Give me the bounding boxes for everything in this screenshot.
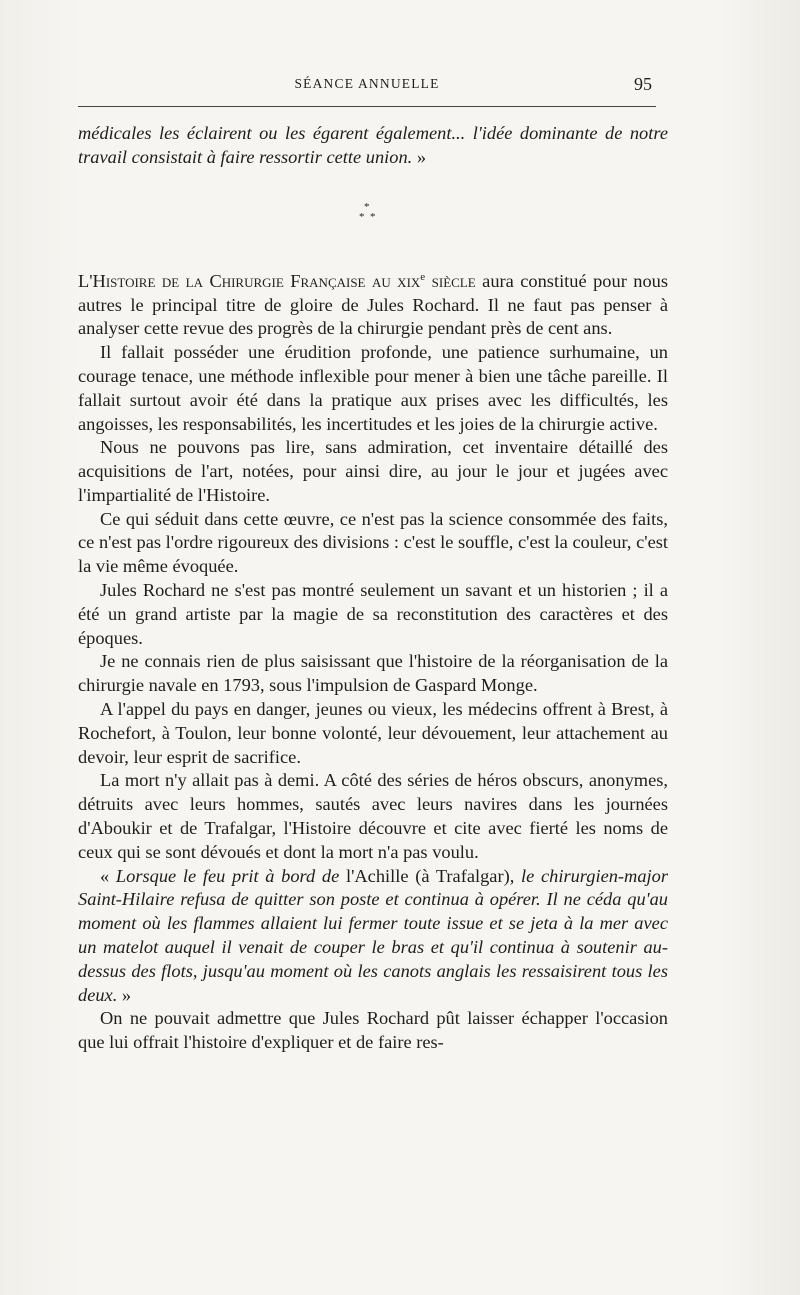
running-head: [78, 74, 656, 96]
italic-text: le chirurgien-major Saint-Hilaire refusa de quitter son poste et continua à opérer. Il ne céda qu'au moment où les flammes allaient lui fermer toute issue et se jeta à la mer avec un matelot auquel il venait de couper le bras et qu'il continua à soutenir au-dessus des flots, jusqu'au moment où les canots anglais les ressaisirent tous les deux.: [78, 865, 668, 1005]
superscript: e: [420, 270, 426, 283]
paragraph-continuation: [78, 122, 668, 170]
body-text: [78, 122, 668, 1055]
book-title-smallcaps-end: siècle: [425, 270, 476, 291]
paragraph: Ce qui séduit dans cette œuvre, ce n'est pas la science consommée des faits, ce n'est pas l'ordre rigoureux des divisions : c'est le souffle, c'est la couleur, c'est la vie même évoquée.: [78, 508, 668, 577]
paragraph: Jules Rochard ne s'est pas montré seulement un savant et un historien ; il a été un grand artiste par la magie de sa reconstitution des caractères et des époques.: [78, 580, 668, 648]
running-title: SÉANCE ANNUELLE: [294, 76, 440, 91]
paragraph: Nous ne pouvons pas lire, sans admiration, cet inventaire détaillé des acquisitions de l'art, notées, pour ainsi dire, au jour le jour et jugées avec l'impartialité de l'Histoire.: [78, 437, 668, 505]
paragraph: [78, 266, 668, 342]
quotation-paragraph: [78, 865, 668, 1008]
italic-text: Lorsque le feu prit à bord de: [115, 865, 346, 886]
asterism-star: *: [364, 200, 370, 213]
header-rule: [78, 106, 656, 107]
page-number: 95: [634, 74, 652, 94]
paragraph: A l'appel du pays en danger, jeunes ou vieux, les médecins offrent à Brest, à Rochefort, à Toulon, leur bonne volonté, leur dévouement, leur attachement au devoir, leur esprit de sacrifice.: [78, 699, 668, 767]
italic-text: médicales les éclairent ou les égarent également... l'idée dominante de notre travail consistait à faire ressortir cette union.: [78, 123, 668, 167]
asterism-star: *: [359, 210, 365, 223]
section-spacer: [78, 244, 668, 266]
paragraph: Il fallait posséder une érudition profonde, une patience surhumaine, un courage tenace, une méthode inflexible pour mener à bien une tâche pareille. Il fallait surtout avoir été dans la pratique aux prises avec les difficultés, les angoisses, les responsabilités, les incertitudes et les joies de la chirurgie active.: [78, 342, 668, 434]
roman-text: l'Achille (à Trafalgar),: [345, 865, 522, 886]
paragraph: On ne pouvait admettre que Jules Rochard pût laisser échapper l'occasion que lui offrait l'histoire d'expliquer et de faire res-: [78, 1008, 668, 1053]
asterism-divider: [78, 170, 668, 244]
opening-quote: «: [100, 865, 116, 886]
paragraph: Je ne connais rien de plus saisissant que l'histoire de la réorganisation de la chirurgie navale en 1793, sous l'impulsion de Gaspard Monge.: [78, 651, 668, 696]
asterism-star: *: [370, 210, 376, 223]
paragraph-text: aura constitué pour nous autres le principal titre de gloire de Jules Rochard. Il ne faut pas penser à analyser cette revue des progrès de la chirurgie pendant près de cent ans.: [78, 270, 669, 339]
closing-quote: »: [412, 146, 427, 167]
book-title-smallcaps: L'Histoire de la Chirurgie Française au xix: [78, 270, 421, 291]
paragraph: La mort n'y allait pas à demi. A côté des séries de héros obscurs, anonymes, détruits avec leurs hommes, sautés avec leurs navires dans les journées d'Aboukir et de Trafalgar, l'Histoire découvre et cite avec fierté les noms de ceux qui se sont dévoués et dont la mort n'a pas voulu.: [78, 770, 668, 862]
closing-quote: »: [117, 984, 132, 1005]
